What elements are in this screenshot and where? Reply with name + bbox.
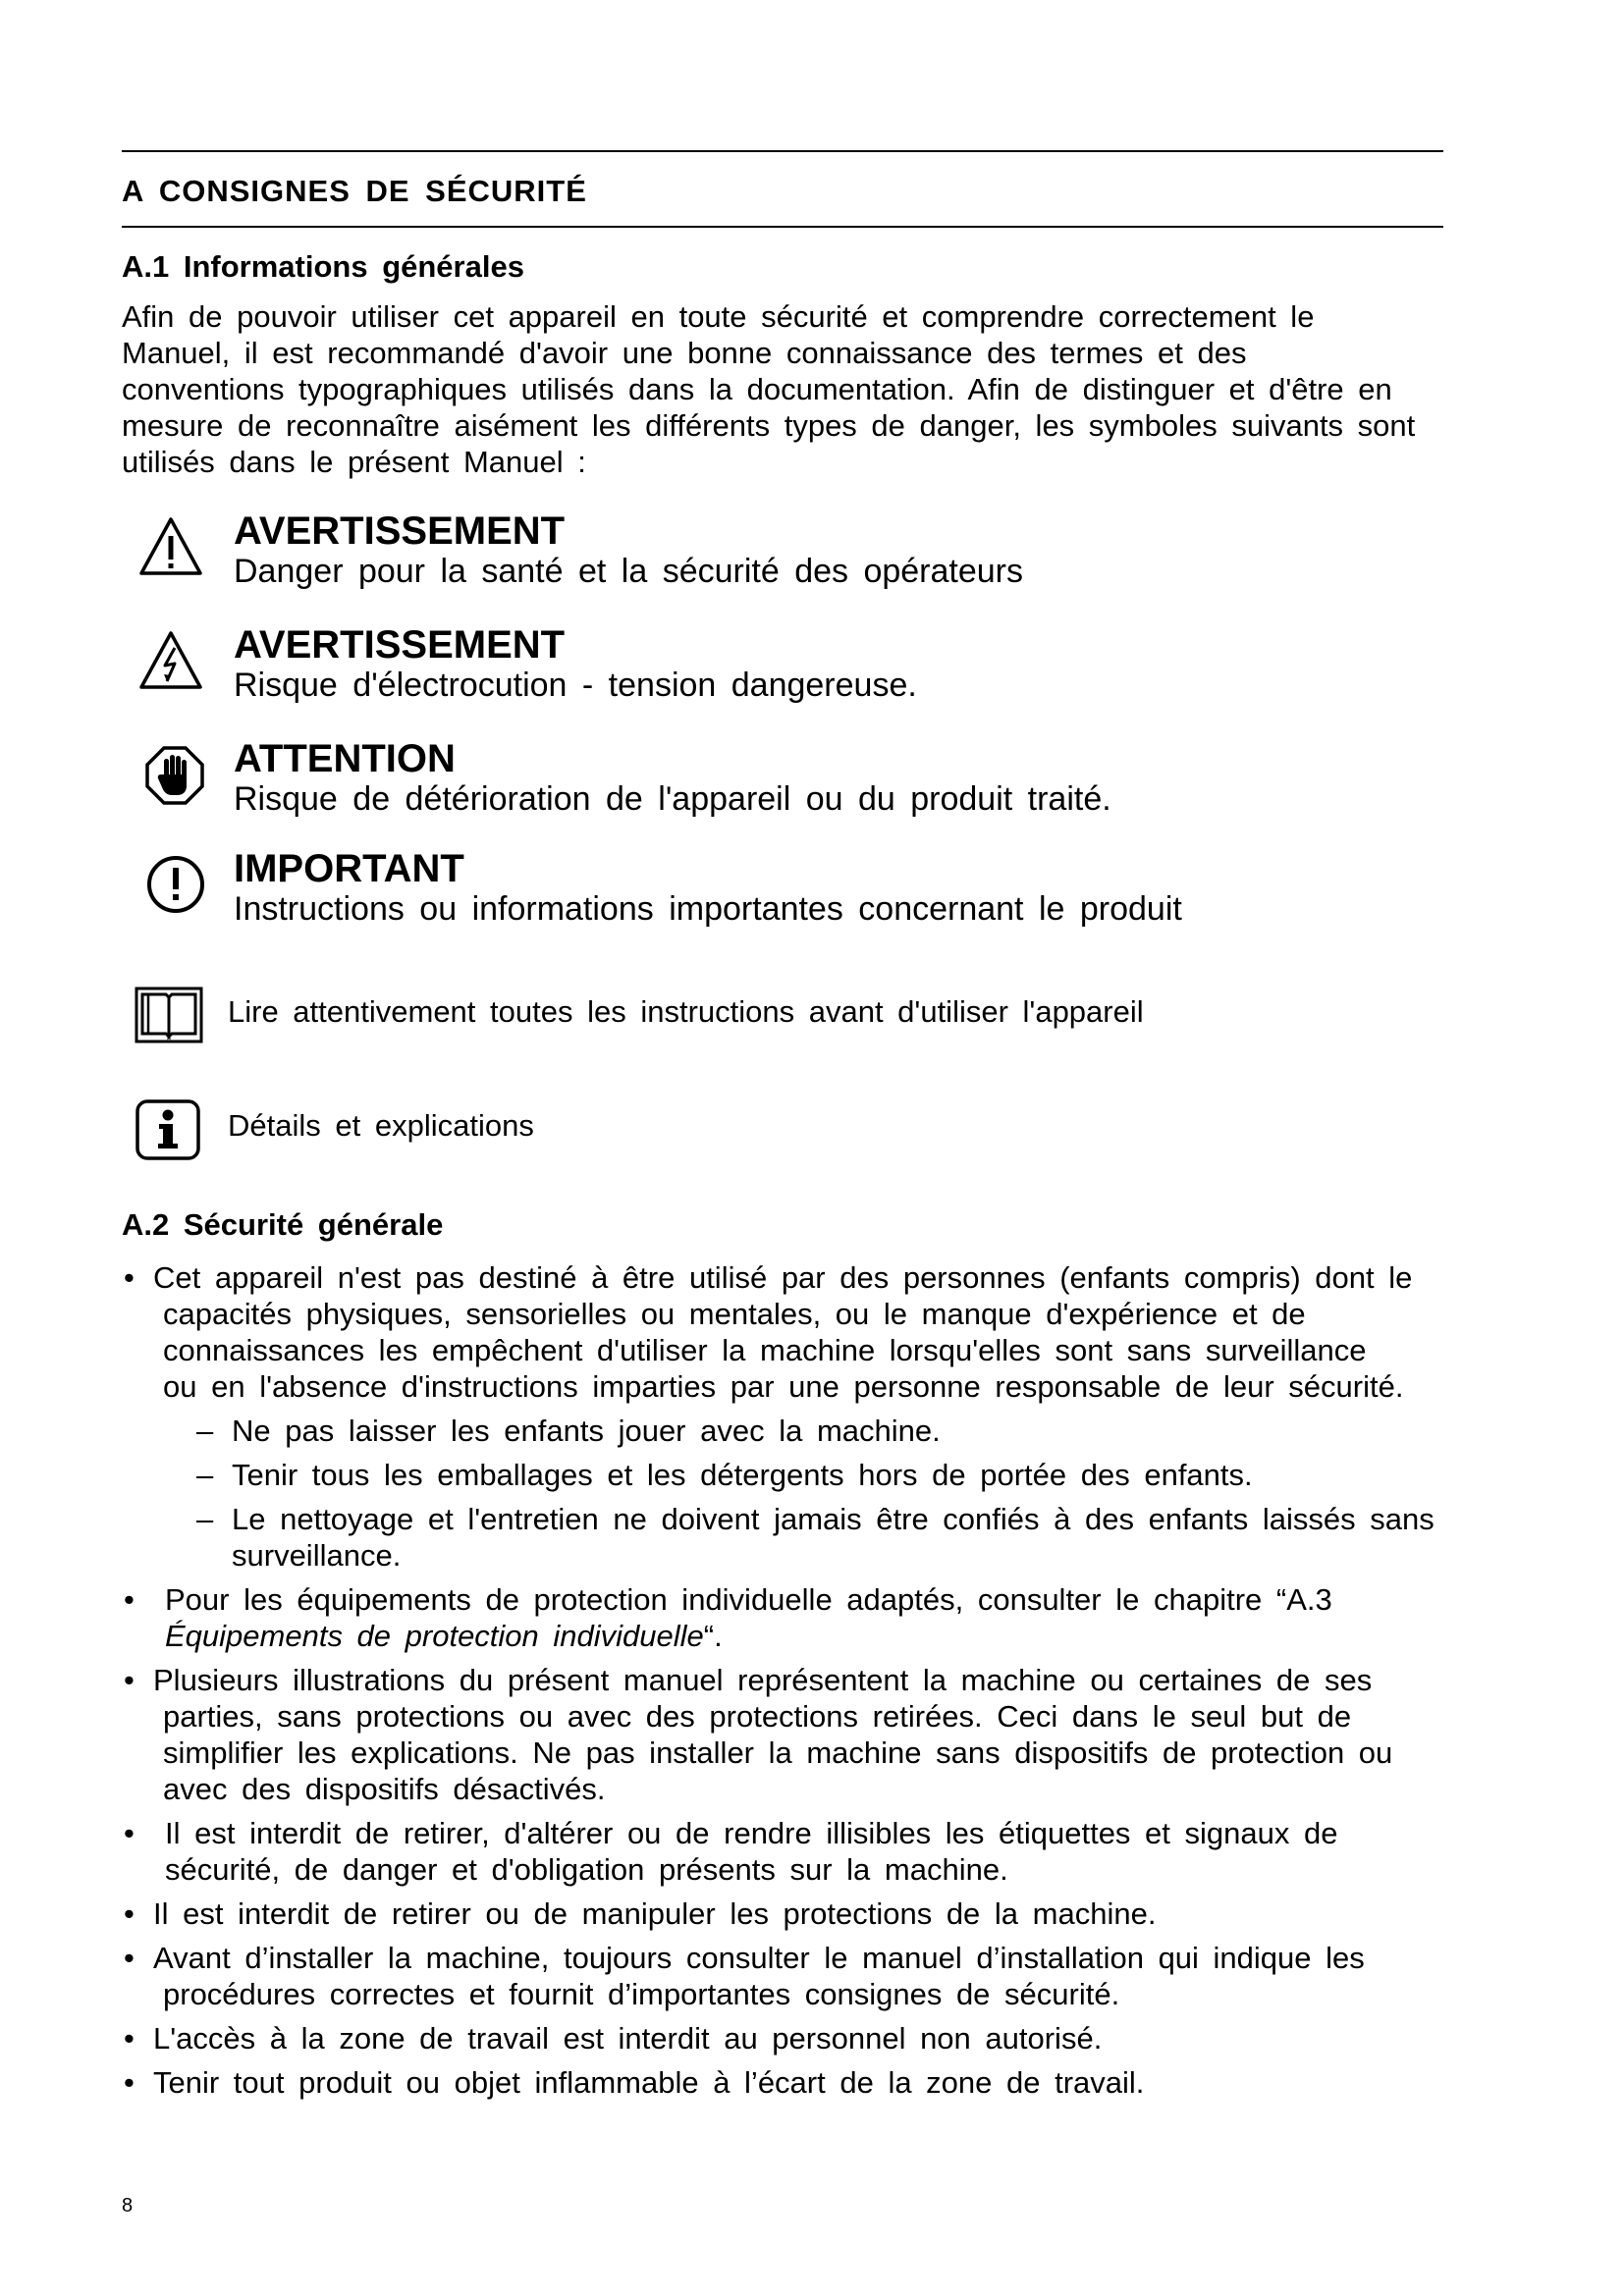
list-item-line: parties, sans protections ou avec des protections retirées. Ceci dans le seul but de — [163, 1699, 1352, 1734]
subsection-title-general-info: A.1 Informations générales — [122, 249, 524, 284]
page-number: 8 — [122, 2195, 134, 2216]
list-item: • Cet appareil n'est pas destiné à être utilisé par des personnes (enfants compris) dont le capacités physiques, sensorielles ou mentales, ou le manque d'expérience et de connaissances les empêchent d'utiliser la machine lorsqu'elles sont sans surveillance ou en l'absence d'instructions imparties par une personne responsable de leur sécurité. – Ne pas laisser les enfants jouer avec la machine. – Tenir tous les emballages et les détergents hors de portée des enfants. – Le nettoyage et l'entretien ne doivent jamais être confiés à des enfants laissés sans surveillance. — [122, 1259, 1604, 1574]
paragraph-line: Afin de pouvoir utiliser cet appareil en toute sécurité et comprendre correctement le — [122, 299, 1315, 334]
list-item: • Il est interdit de retirer, d'altérer ou de rendre illisibles les étiquettes et signaux de sécurité, de danger et d'obligation présents sur la machine. — [122, 1815, 1604, 1888]
list-item-line: Il est interdit de retirer, d'altérer ou de rendre illisibles les étiquettes et signaux de — [165, 1816, 1338, 1850]
symbol-title: AVERTISSEMENT — [234, 623, 566, 667]
chapter-reference: Équipements de protection individuelle — [165, 1619, 704, 1653]
note-text: Lire attentivement toutes les instructions avant d'utiliser l'appareil — [228, 994, 1144, 1029]
list-item-line: Ne pas laisser les enfants jouer avec la machine. — [232, 1414, 941, 1448]
paragraph-line: conventions typographiques utilisés dans la documentation. Afin de distinguer et d'être en — [122, 372, 1392, 406]
sub-list — [196, 1413, 1604, 1574]
list-item: • Pour les équipements de protection individuelle adaptés, consulter le chapitre “A.3 Équipements de protection individuelle“. — [122, 1581, 1604, 1654]
symbol-title: IMPORTANT — [234, 847, 464, 890]
list-item-line: Pour les équipements de protection individuelle adaptés, consulter le chapitre “A.3 — [165, 1582, 1332, 1617]
paragraph-line: utilisés dans le présent Manuel : — [122, 445, 586, 479]
list-item-line: Il est interdit de retirer ou de manipuler les protections de la machine. — [153, 1896, 1157, 1931]
paragraph-line: Manuel, il est recommandé d'avoir une bonne connaissance des termes et des — [122, 336, 1247, 370]
open-book-icon — [134, 984, 204, 1051]
list-item-line: connaissances les empêchent d'utiliser la machine lorsqu'elles sont sans surveillance — [163, 1333, 1367, 1367]
list-item-line: Le nettoyage et l'entretien ne doivent jamais être confiés à des enfants laissés sans — [232, 1502, 1435, 1536]
info-icon — [134, 1097, 202, 1167]
list-item-line: Tenir tous les emballages et les détergents hors de portée des enfants. — [232, 1458, 1253, 1492]
list-item-line: avec des dispositifs désactivés. — [163, 1772, 606, 1806]
list-item-line: surveillance. — [232, 1538, 402, 1573]
list-item-line: simplifier les explications. Ne pas installer la machine sans dispositifs de protection ou — [163, 1735, 1393, 1770]
exclamation-circle-icon — [145, 854, 206, 920]
list-item: • Il est interdit de retirer ou de manipuler les protections de la machine. — [122, 1896, 1604, 1932]
subsection-title-general-safety: A.2 Sécurité générale — [122, 1207, 444, 1242]
symbol-title: AVERTISSEMENT — [234, 509, 566, 553]
header-rule-bottom — [122, 226, 1443, 228]
list-item: • L'accès à la zone de travail est interdit au personnel non autorisé. — [122, 2020, 1604, 2056]
stop-hand-icon — [143, 744, 206, 812]
list-item-line: procédures correctes et fournit d’importantes consignes de sécurité. — [163, 1977, 1120, 2011]
safety-bullet-list — [122, 1259, 1604, 2101]
symbol-description: Instructions ou informations importantes concernant le produit — [234, 890, 1182, 928]
list-item: • Plusieurs illustrations du présent manuel représentent la machine ou certaines de ses parties, sans protections ou avec des protections retirées. Ceci dans le seul but de simplifier les explications. Ne pas installer la machine sans dispositifs de protection ou avec des dispositifs désactivés. — [122, 1662, 1604, 1807]
symbol-title: ATTENTION — [234, 737, 456, 780]
list-item-line: Équipements de protection individuelle“. — [165, 1619, 723, 1653]
list-item-line: Avant d’installer la machine, toujours consulter le manuel d’installation qui indique les — [153, 1941, 1365, 1975]
list-item-line: Tenir tout produit ou objet inflammable à l’écart de la zone de travail. — [153, 2065, 1145, 2100]
note-text: Détails et explications — [228, 1108, 534, 1143]
list-item-line: L'accès à la zone de travail est interdit au personnel non autorisé. — [153, 2021, 1103, 2056]
electric-warning-icon — [137, 628, 204, 698]
paragraph-line: mesure de reconnaître aisément les différents types de danger, les symboles suivants sont — [122, 408, 1416, 443]
symbol-description: Risque de détérioration de l'appareil ou du produit traité. — [234, 780, 1111, 818]
symbol-description: Danger pour la santé et la sécurité des opérateurs — [234, 553, 1024, 590]
section-title: A CONSIGNES DE SÉCURITÉ — [122, 174, 587, 208]
list-item: • Tenir tout produit ou objet inflammable à l’écart de la zone de travail. — [122, 2064, 1604, 2101]
list-item-line: Cet appareil n'est pas destiné à être utilisé par des personnes (enfants compris) dont le — [153, 1260, 1413, 1295]
list-item-line: sécurité, de danger et d'obligation présents sur la machine. — [165, 1852, 1008, 1887]
list-item: • Avant d’installer la machine, toujours consulter le manuel d’installation qui indique les procédures correctes et fournit d’importantes consignes de sécurité. — [122, 1940, 1604, 2012]
sub-list-item: – Ne pas laisser les enfants jouer avec la machine. — [196, 1413, 1604, 1449]
list-item-line: ou en l'absence d'instructions imparties par une personne responsable de leur sécurité. — [163, 1369, 1404, 1404]
symbol-description: Risque d'électrocution - tension dangereuse. — [234, 667, 917, 704]
warning-triangle-icon — [137, 514, 204, 584]
list-item-line: Plusieurs illustrations du présent manuel représentent la machine ou certaines de ses — [153, 1663, 1373, 1697]
header-rule-top — [122, 150, 1443, 152]
list-item-line: capacités physiques, sensorielles ou mentales, ou le manque d'expérience et de — [163, 1297, 1306, 1331]
sub-list-item: – Le nettoyage et l'entretien ne doivent jamais être confiés à des enfants laissés sans surveillance. — [196, 1501, 1604, 1574]
sub-list-item: – Tenir tous les emballages et les détergents hors de portée des enfants. — [196, 1457, 1604, 1493]
general-info-paragraph — [122, 298, 1595, 480]
